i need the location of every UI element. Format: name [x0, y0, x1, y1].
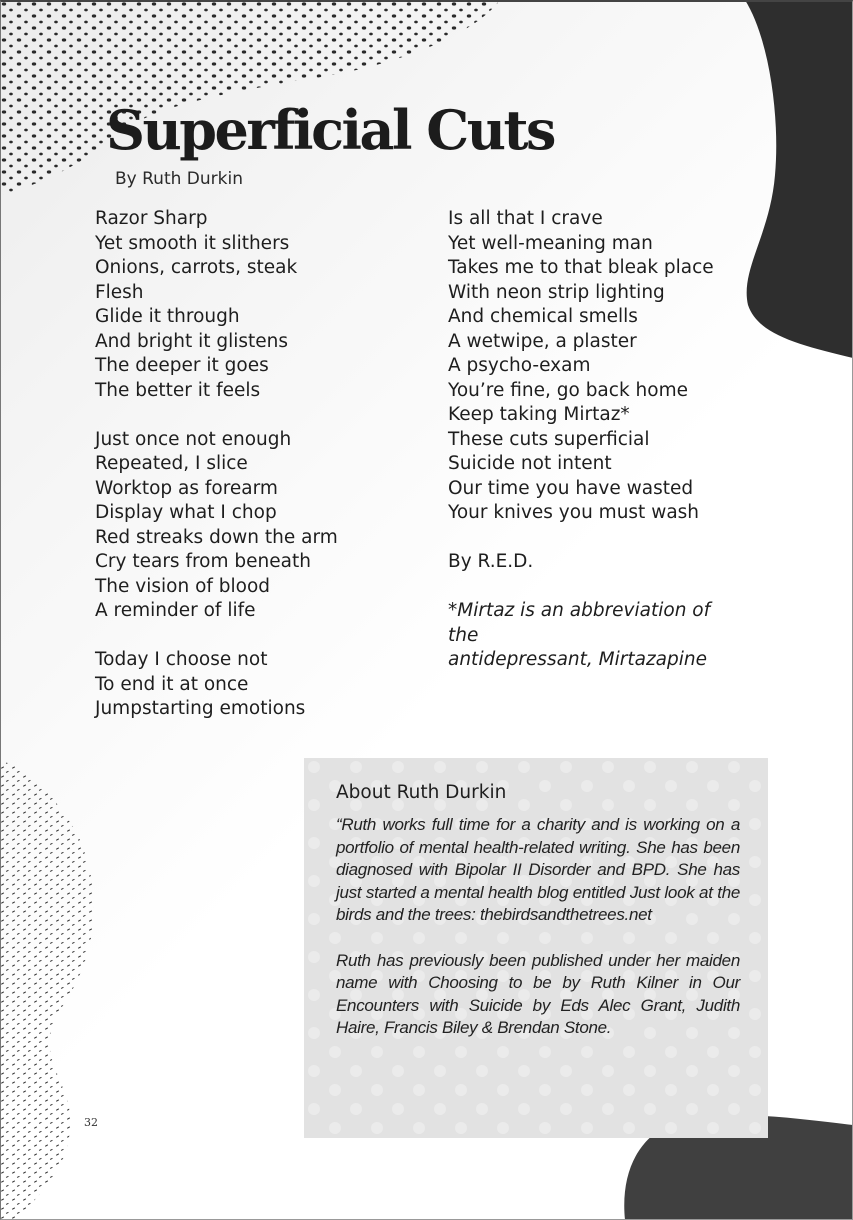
about-paragraph: Ruth has previously been published under her maiden name with Choosing to be by Ruth Kilner in Our Encounters with Suicide by Eds Alec Grant, Judith Haire, Francis Biley & Brendan Stone. — [336, 950, 740, 1038]
about-paragraph: “Ruth works full time for a charity and is working on a portfolio of mental health-related writing. She has been diagnosed with Bipolar II Disorder and BPD. She has just started a mental health blog entitled Just look at the birds and the trees: thebirdsandthetrees.net — [336, 815, 740, 925]
poem-line: The deeper it goes — [95, 355, 269, 376]
poem-right-column — [448, 207, 748, 673]
stanza-gap — [448, 526, 748, 551]
poem-line: With neon strip lighting — [448, 281, 665, 303]
poem-line: Just once not enough — [95, 428, 292, 450]
poem-line: Jumpstarting emotions — [95, 698, 306, 719]
poem-line: Repeated, I slice — [95, 453, 248, 474]
poem-line: Glide it through — [95, 306, 240, 327]
poem-line: To end it at once — [95, 673, 249, 695]
poem-line: Our time you have wasted — [448, 477, 694, 499]
poem-line: Display what I chop — [95, 502, 277, 523]
article-title: Superficial Cuts — [106, 98, 554, 162]
poem-line: Today I choose not — [95, 649, 268, 670]
dash-wave-left — [0, 760, 94, 1220]
poem-line: Takes me to that bleak place — [448, 257, 714, 278]
page-number: 32 — [84, 1116, 98, 1129]
poem-line: The vision of blood — [95, 575, 271, 597]
poem-line: Onions, carrots, steak — [95, 257, 298, 278]
poem-line: Worktop as forearm — [95, 477, 278, 499]
about-author-box — [304, 758, 768, 1138]
poem-line: Keep taking Mirtaz* — [448, 404, 630, 425]
poem-line: Razor Sharp — [95, 208, 208, 229]
poem-left-column — [95, 207, 395, 722]
footnote-line: the — [448, 624, 479, 646]
poem-line: You’re fine, go back home — [448, 379, 688, 401]
poem-line: Yet well-meaning man — [448, 232, 653, 254]
poem-signature: By R.E.D. — [448, 551, 534, 572]
footnote-line: antidepressant, Mirtazapine — [448, 649, 707, 670]
poem-line: And chemical smells — [448, 306, 638, 327]
poem-line: These cuts superficial — [448, 428, 650, 450]
poem-line: And bright it glistens — [95, 330, 289, 352]
paragraph-gap — [336, 927, 740, 950]
about-heading: About Ruth Durkin — [336, 782, 507, 803]
poem-line: Your knives you must wash — [448, 502, 700, 523]
poem-line: Yet smooth it slithers — [95, 232, 290, 254]
poem-line: A psycho-exam — [448, 355, 591, 376]
stanza-gap — [448, 575, 748, 600]
poem-line: A reminder of life — [95, 600, 256, 621]
poem-line: A wetwipe, a plaster — [448, 330, 637, 352]
poem-line: Flesh — [95, 281, 144, 303]
stanza-break — [95, 403, 395, 428]
dark-blob-right — [745, 0, 853, 358]
poem-line: Is all that I crave — [448, 208, 603, 229]
stanza-break — [95, 624, 395, 649]
poem-line: Cry tears from beneath — [95, 551, 311, 572]
poem-line: Red streaks down the arm — [95, 526, 338, 548]
poem-line: Suicide not intent — [448, 453, 612, 474]
author-byline: By Ruth Durkin — [115, 169, 243, 189]
poem-line: The better it feels — [95, 379, 261, 401]
footnote-line: *Mirtaz is an abbreviation of — [448, 600, 711, 621]
